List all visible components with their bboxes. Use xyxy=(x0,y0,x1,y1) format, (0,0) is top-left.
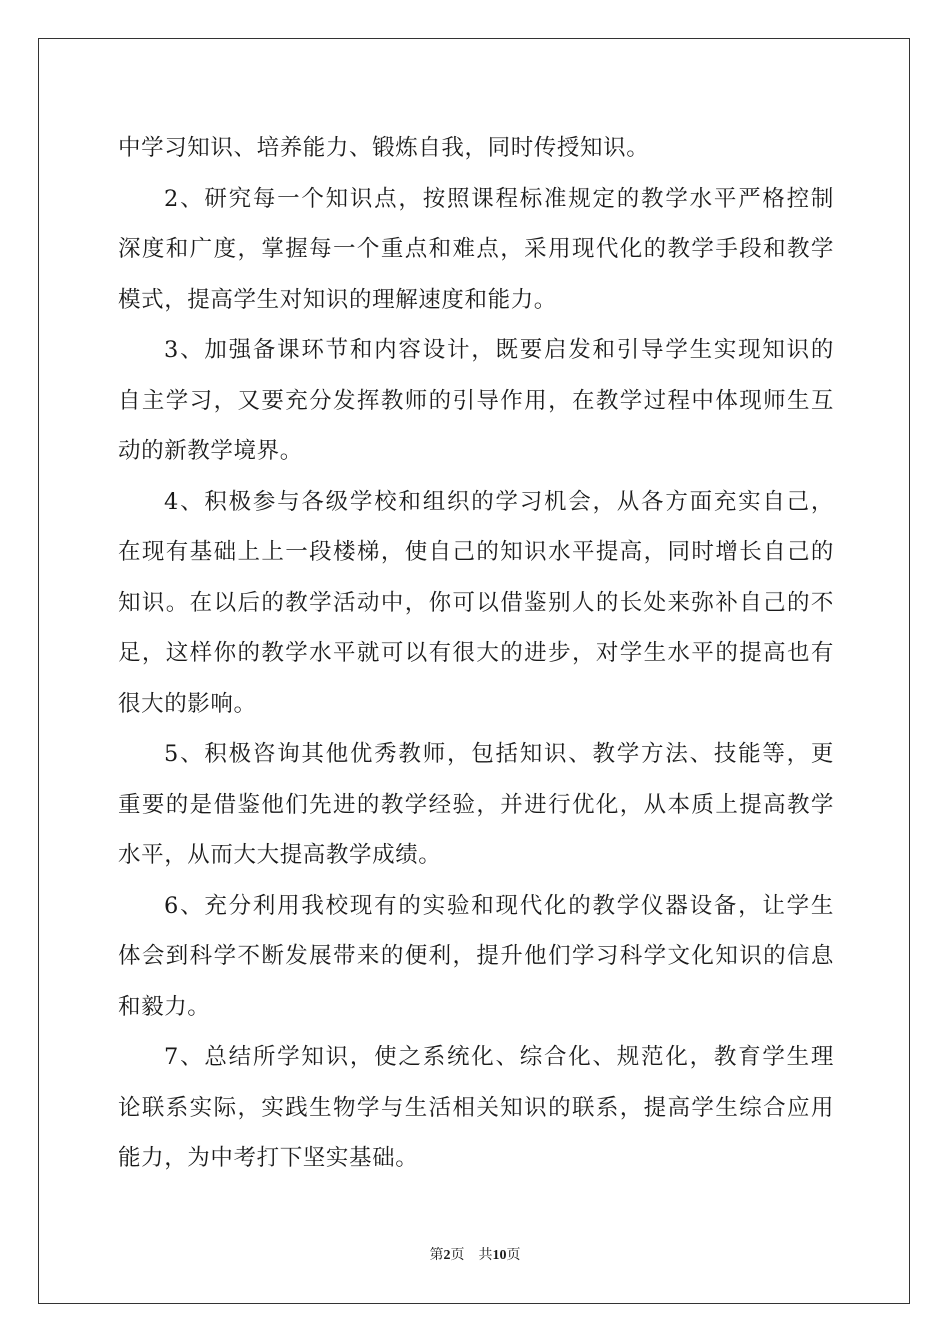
text-line: 模式，提高学生对知识的理解速度和能力。 xyxy=(118,286,557,313)
text-line: 知识。在以后的教学活动中，你可以借鉴别人的长处来弥补自己的不 xyxy=(118,589,834,616)
text-line: 能力，为中考打下坚实基础。 xyxy=(118,1145,419,1171)
text-line: 足，这样你的教学水平就可以有很大的进步，对学生水平的提高也有 xyxy=(118,640,834,666)
total-page-count: 10 xyxy=(492,1248,507,1263)
paragraph-5-line-1: 5、积极咨询其他优秀教师，包括知识、教学方法、技能等，更 xyxy=(164,741,834,767)
footer-prefix: 第 xyxy=(429,1247,444,1263)
text-line: 水平，从而大大提高教学成绩。 xyxy=(118,842,442,868)
paragraph-2-line-1: 2、研究每一个知识点，按照课程标准规定的教学水平严格控制 xyxy=(164,185,834,212)
text-line: 深度和广度，掌握每一个重点和难点，采用现代化的教学手段和教学 xyxy=(118,236,834,262)
text-line: 很大的影响。 xyxy=(118,690,257,717)
current-page-number: 2 xyxy=(443,1248,451,1263)
text-line: 体会到科学不断发展带来的便利，提升他们学习科学文化知识的信息 xyxy=(118,943,834,969)
text-line: 重要的是借鉴他们先进的教学经验，并进行优化，从本质上提高教学 xyxy=(118,791,834,818)
footer-suffix: 页 xyxy=(506,1247,521,1263)
paragraph-6-line-1: 6、充分利用我校现有的实验和现代化的教学仪器设备，让学生 xyxy=(164,892,834,919)
text-line: 动的新教学境界。 xyxy=(118,438,303,464)
footer-middle: 页 共 xyxy=(450,1247,493,1263)
text-line: 论联系实际，实践生物学与生活相关知识的联系，提高学生综合应用 xyxy=(118,1094,834,1121)
text-line: 和毅力。 xyxy=(118,993,211,1020)
paragraph-7-line-1: 7、总结所学知识，使之系统化、综合化、规范化，教育学生理 xyxy=(164,1044,834,1070)
text-line: 在现有基础上上一段楼梯，使自己的知识水平提高，同时增长自己的 xyxy=(118,539,834,565)
text-line: 自主学习，又要充分发挥教师的引导作用，在教学过程中体现师生互 xyxy=(118,387,834,414)
page-number-footer xyxy=(0,1246,950,1265)
document-body xyxy=(118,123,834,1184)
paragraph-3-line-1: 3、加强备课环节和内容设计，既要启发和引导学生实现知识的 xyxy=(164,337,834,363)
paragraph-4-line-1: 4、积极参与各级学校和组织的学习机会，从各方面充实自己， xyxy=(164,488,834,515)
text-line: 中学习知识、培养能力、锻炼自我，同时传授知识。 xyxy=(118,135,650,161)
